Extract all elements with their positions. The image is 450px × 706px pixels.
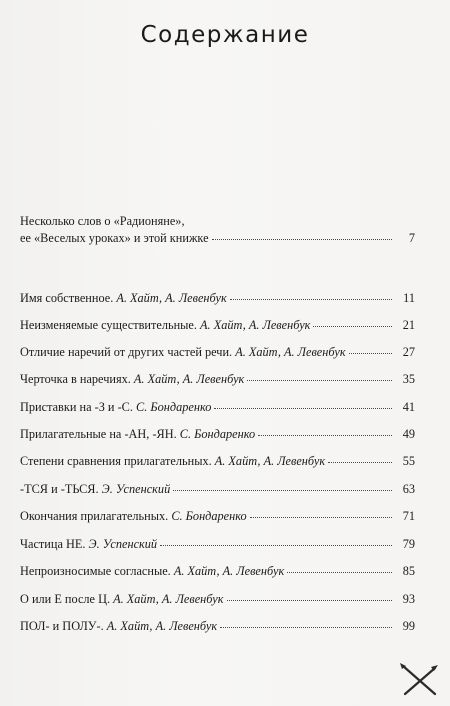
toc-entry-title: ПОЛ- и ПОЛУ-. А. Хайт, А. Левенбук [20,619,218,633]
toc-entry-author: А. Хайт, А. Левенбук [214,454,326,468]
toc-entry-author: А. Хайт, А. Левенбук [133,372,245,386]
toc-entry-author: А. Хайт, А. Левенбук [235,345,346,359]
toc-entry-author: Э. Успенский [88,537,158,551]
toc-page-number: 99 [402,619,415,633]
toc-entry [20,343,415,360]
toc-entry-title: Степени сравнения прилагательных. А. Хайт, А. Левенбук [20,454,326,468]
toc-entry [20,507,415,524]
toc-entry-author: А. Хайт, А. Левенбук [116,291,227,305]
toc-entry [20,562,415,579]
leader-dots [214,396,392,409]
leader-dots [230,287,392,300]
toc-entry-title: Черточка в наречиях. А. Хайт, А. Левенбук [20,372,245,386]
toc-entry-title-line1: Несколько слов о «Радионяне», [20,214,185,228]
crossed-pencils-icon [395,660,445,700]
toc-entry-author: А. Хайт, А. Левенбук [113,592,224,606]
toc-entry [20,425,415,442]
leader-dots [328,450,392,463]
toc-entry [20,398,415,415]
toc-entry-title: ее «Веселых уроках» и этой книжке [20,231,209,245]
toc-entry-title: О или Е после Ц. А. Хайт, А. Левенбук [20,592,224,606]
leader-dots [160,533,392,546]
toc-entry-title: Приставки на -З и -С. С. Бондаренко [20,400,212,414]
toc-entry-title: Непроизносимые согласные. А. Хайт, А. Левенбук [20,564,285,578]
toc-page-number: 41 [402,400,415,414]
toc-entry [20,316,415,333]
toc-entry [20,617,415,634]
toc-page-number: 35 [402,372,415,386]
leader-dots [220,615,392,628]
leader-dots [287,560,392,573]
toc-entry [20,590,415,607]
toc-page-number: 55 [402,454,415,468]
leader-dots [313,314,392,327]
toc-entry-author: А. Хайт, А. Левенбук [106,619,218,633]
leader-dots [250,505,392,518]
toc-entry [20,370,415,387]
toc-page-number: 7 [408,231,415,245]
toc-entry [20,214,415,246]
toc-entry-title: Прилагательные на -АН, -ЯН. С. Бондаренко [20,427,256,441]
toc-entry-author: А. Хайт, А. Левенбук [200,318,311,332]
toc-entry-title: Окончания прилагательных. С. Бондаренко [20,509,247,523]
toc-entry [20,289,415,306]
toc-page-number: 27 [402,345,415,359]
leader-dots [247,368,392,381]
leader-dots [349,341,392,354]
toc-entry-author: С. Бондаренко [179,427,256,441]
toc-page-number: 71 [402,509,415,523]
leader-dots [173,478,392,491]
toc-entry-author: С. Бондаренко [136,400,212,414]
toc-page-number: 63 [402,482,415,496]
toc-entry-title: Отличие наречий от других частей речи. А. Хайт, А. Левенбук [20,345,346,359]
page-title: Содержание [140,22,310,48]
toc-entry [20,480,415,497]
toc-page-number: 11 [403,291,415,305]
toc-entry [20,452,415,469]
leader-dots [258,423,392,436]
toc-page-number: 79 [402,537,415,551]
toc-page-number: 49 [402,427,415,441]
toc-page-number: 21 [402,318,415,332]
toc-entry [20,535,415,552]
toc-entry-title: -ТСЯ и -ТЬСЯ. Э. Успенский [20,482,171,496]
toc-entry-author: С. Бондаренко [171,509,247,523]
toc-entry-title: Частица НЕ. Э. Успенский [20,537,158,551]
toc-entry-author: Э. Успенский [101,482,171,496]
toc-page-number: 93 [402,592,415,606]
toc-entry-title: Имя собственное. А. Хайт, А. Левенбук [20,291,227,305]
toc-entry-author: А. Хайт, А. Левенбук [173,564,285,578]
toc-page-number: 85 [402,564,415,578]
leader-dots [227,588,393,601]
leader-dots [212,227,392,240]
toc-entry-title: Неизменяемые существительные. А. Хайт, А. Левенбук [20,318,311,332]
